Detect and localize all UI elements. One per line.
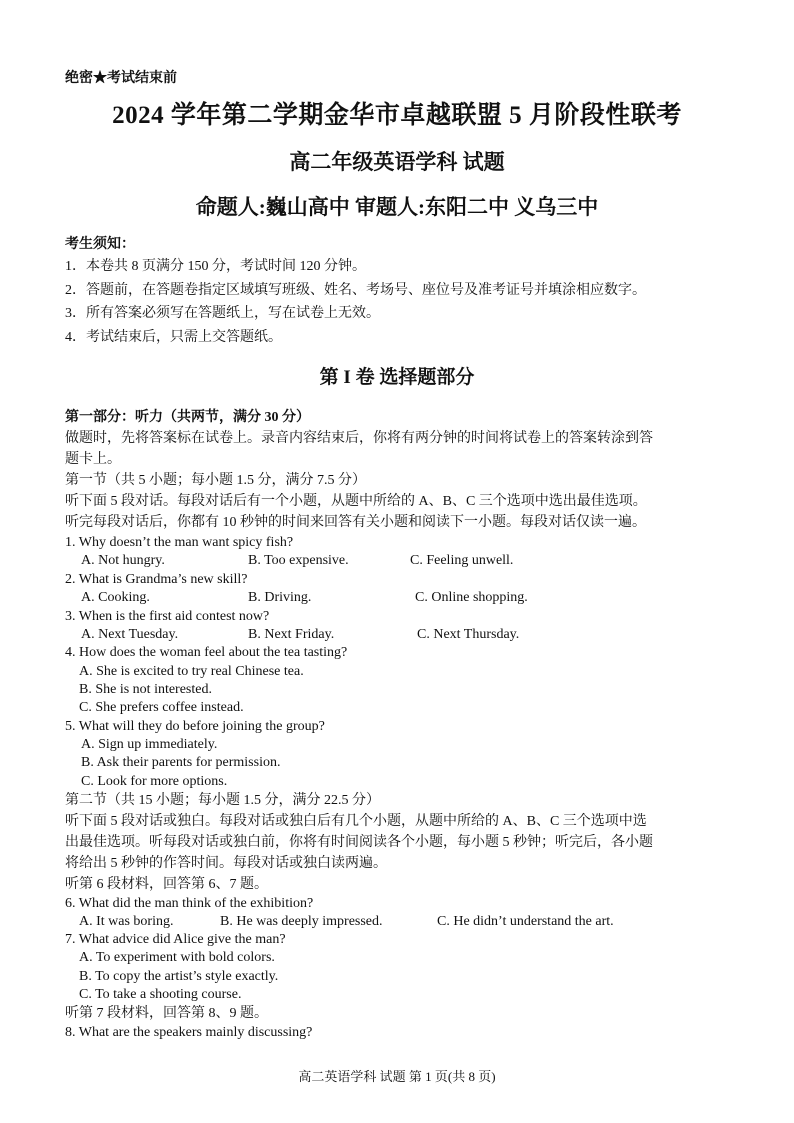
sec2-intro: 听下面 5 段对话或独白。每段对话或独白后有几个小题，从题中所给的 A、B、C 三个选项中选 <box>65 814 647 829</box>
notice-item: 2．答题前，在答题卷指定区域填写班级、姓名、考场号、座位号及准考证号并填涂相应数字。 <box>65 283 646 298</box>
question-stem: 5. What will they do before joining the group? <box>65 719 325 734</box>
part1-intro: 做题时，先将答案标在试卷上。录音内容结束后，你将有两分钟的时间将试卷上的答案转涂到答 <box>65 431 653 446</box>
option-a: A. Not hungry. <box>81 553 165 568</box>
notice-title: 考生须知： <box>65 237 135 252</box>
sec1-title: 第一节（共 5 小题；每小题 1.5 分，满分 7.5 分） <box>65 473 366 488</box>
option-a: A. Sign up immediately. <box>81 737 218 752</box>
option-c: C. Next Thursday. <box>417 627 520 642</box>
sec1-intro: 听完每段对话后，你都有 10 秒钟的时间来回答有关小题和阅读下一小题。每段对话仅读一遍。 <box>65 515 646 530</box>
option-a: A. She is excited to try real Chinese tea. <box>79 664 304 679</box>
option-b: B. Ask their parents for permission. <box>81 755 281 770</box>
part1-intro: 题卡上。 <box>65 452 121 467</box>
material-label: 听第 7 段材料，回答第 8、9 题。 <box>65 1006 268 1021</box>
question-stem: 8. What are the speakers mainly discussing? <box>65 1025 313 1040</box>
sec1-intro: 听下面 5 段对话。每段对话后有一个小题，从题中所给的 A、B、C 三个选项中选出最佳选项。 <box>65 494 647 509</box>
question-stem: 1. Why doesn’t the man want spicy fish? <box>65 535 294 550</box>
page-footer: 高二英语学科 试题 第 1 页(共 8 页) <box>298 1069 496 1084</box>
option-c: C. She prefers coffee instead. <box>79 700 244 715</box>
section-title: 第 I 卷 选择题部分 <box>319 367 475 388</box>
option-b: B. She is not interested. <box>79 682 212 697</box>
option-a: A. To experiment with bold colors. <box>79 950 275 965</box>
question-stem: 3. When is the first aid contest now? <box>65 609 270 624</box>
sec2-intro: 出最佳选项。听每段对话或独白前，你将有时间阅读各个小题，每小题 5 秒钟；听完后，各小题 <box>65 835 653 850</box>
option-b: B. Next Friday. <box>248 627 335 642</box>
notice-item: 3．所有答案必须写在答题纸上，写在试卷上无效。 <box>65 306 380 321</box>
question-stem: 7. What advice did Alice give the man? <box>65 932 286 947</box>
question-stem: 6. What did the man think of the exhibition? <box>65 896 314 911</box>
option-a: A. It was boring. <box>79 914 174 929</box>
option-a: A. Cooking. <box>81 590 150 605</box>
exam-title: 2024 学年第二学期金华市卓越联盟 5 月阶段性联考 <box>112 102 682 129</box>
notice-item: 1．本卷共 8 页满分 150 分，考试时间 120 分钟。 <box>65 259 366 274</box>
question-stem: 4. How does the woman feel about the tea tasting? <box>65 645 348 660</box>
confidential-mark: 绝密★考试结束前 <box>65 71 177 86</box>
sec2-intro: 将给出 5 秒钟的作答时间。每段对话或独白读两遍。 <box>65 856 387 871</box>
option-c: C. Online shopping. <box>415 590 528 605</box>
question-stem: 2. What is Grandma’s new skill? <box>65 572 248 587</box>
option-a: A. Next Tuesday. <box>81 627 179 642</box>
exam-authors: 命题人:巍山高中 审题人:东阳二中 义乌三中 <box>195 195 599 219</box>
notice-item: 4．考试结束后，只需上交答题纸。 <box>65 330 282 345</box>
part1-title: 第一部分：听力（共两节，满分 30 分） <box>65 410 310 425</box>
material-label: 听第 6 段材料，回答第 6、7 题。 <box>65 877 268 892</box>
option-c: C. Look for more options. <box>81 774 228 789</box>
option-c: C. He didn’t understand the art. <box>437 914 614 929</box>
option-c: C. To take a shooting course. <box>79 987 242 1002</box>
option-b: B. Too expensive. <box>248 553 349 568</box>
option-c: C. Feeling unwell. <box>410 553 514 568</box>
exam-subtitle: 高二年级英语学科 试题 <box>289 150 505 174</box>
sec2-title: 第二节（共 15 小题；每小题 1.5 分，满分 22.5 分） <box>65 793 380 808</box>
option-b: B. To copy the artist’s style exactly. <box>79 969 279 984</box>
option-b: B. Driving. <box>248 590 312 605</box>
option-b: B. He was deeply impressed. <box>220 914 383 929</box>
